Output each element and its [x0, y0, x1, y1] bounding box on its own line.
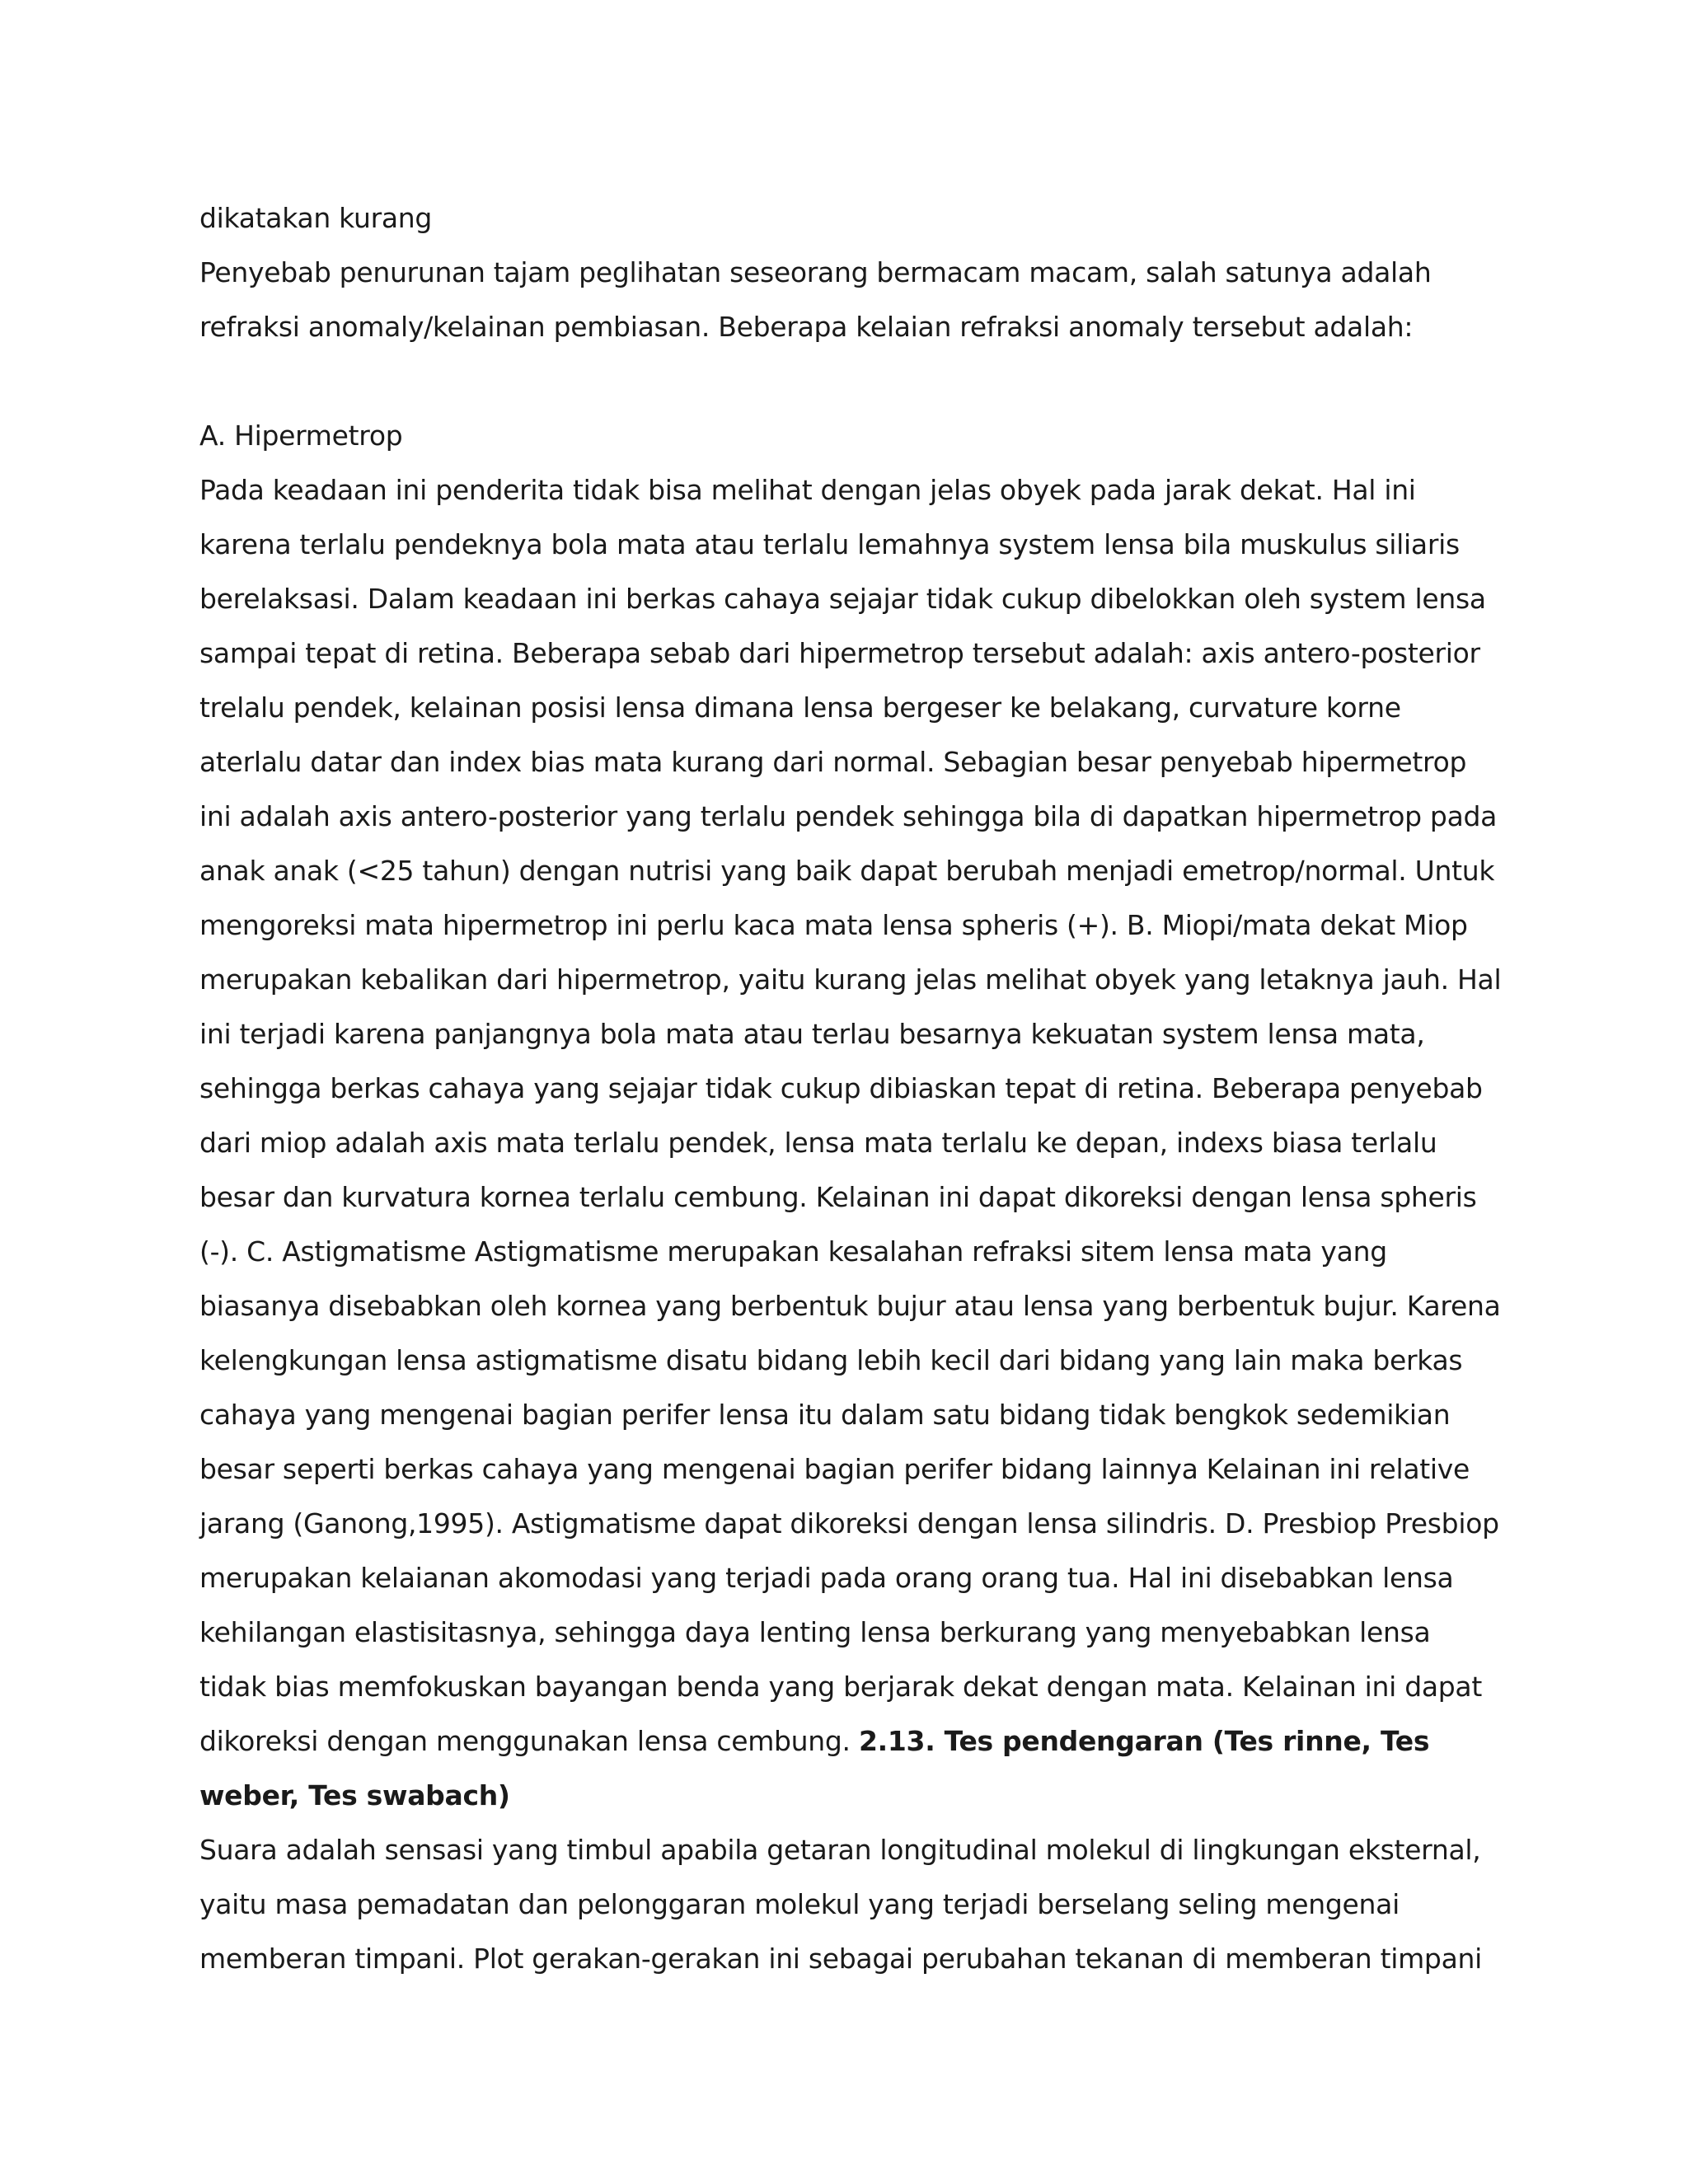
heading-hearing-test: 2.13. Tes pendengaran (Tes rinne, Tes weber, Tes swabach)	[199, 1725, 1430, 1811]
document-body	[199, 191, 1502, 1986]
paragraph-refraction-anomalies	[199, 463, 1502, 1823]
paragraph-main-text: Pada keadaan ini penderita tidak bisa melihat dengan jelas obyek pada jarak dekat. Hal ini karena terlalu pendeknya bola mata atau terlalu lemahnya system lensa bila muskulus siliaris berelaksasi. Dalam keadaan ini berkas cahaya sejajar tidak cukup dibelokkan oleh system lensa sampai tepat di retina. Beberapa sebab dari hipermetrop tersebut adalah: axis antero-posterior trelalu pendek, kelainan posisi lensa dimana lensa bergeser ke belakang, curvature korne aterlalu datar dan index bias mata kurang dari normal. Sebagian besar penyebab hipermetrop ini adalah axis antero-posterior yang terlalu pendek sehingga bila di dapatkan hipermetrop pada anak anak (<25 tahun) dengan nutrisi yang baik dapat berubah menjadi emetrop/normal. Untuk mengoreksi mata hipermetrop ini perlu kaca mata lensa spheris (+). B. Miopi/mata dekat Miop merupakan kebalikan dari hipermetrop, yaitu kurang jelas melihat obyek yang letaknya jauh. Hal ini terjadi karena panjangnya bola mata atau terlau besarnya kekuatan system lensa mata, sehingga berkas cahaya yang sejajar tidak cukup dibiaskan tepat di retina. Beberapa penyebab dari miop adalah axis mata terlalu pendek, lensa mata terlalu ke depan, indexs biasa terlalu besar dan kurvatura kornea terlalu cembung. Kelainan ini dapat dikoreksi dengan lensa spheris (-). C. Astigmatisme Astigmatisme merupakan kesalahan refraksi sitem lensa mata yang biasanya disebabkan oleh kornea yang berbentuk bujur atau lensa yang berbentuk bujur. Karena kelengkungan lensa astigmatisme disatu bidang lebih kecil dari bidang yang lain maka berkas cahaya yang mengenai bagian perifer lensa itu dalam satu bidang tidak bengkok sedemikian besar seperti berkas cahaya yang mengenai bagian perifer bidang lainnya Kelainan ini relative jarang (Ganong,1995). Astigmatisme dapat dikoreksi dengan lensa silindris. D. Presbiop Presbiop merupakan kelaianan akomodasi yang terjadi pada orang orang tua. Hal ini disebabkan lensa kehilangan elastisitasnya, sehingga daya lenting lensa berkurang yang menyebabkan lensa tidak bias memfokuskan bayangan benda yang berjarak dekat dengan mata. Kelainan ini dapat dikoreksi dengan menggunakan lensa cembung.	[199, 474, 1502, 1757]
paragraph-refraction-cause: Penyebab penurunan tajam peglihatan seseorang bermacam macam, salah satunya adalah refraksi anomaly/kelainan pembiasan. Beberapa kelaian refraksi anomaly tersebut adalah:	[199, 256, 1432, 343]
paragraph-intro-line: dikatakan kurang	[199, 202, 433, 234]
paragraph-sound-definition: Suara adalah sensasi yang timbul apabila getaran longitudinal molekul di lingkungan eksternal, yaitu masa pemadatan dan pelonggaran molekul yang terjadi berselang seling mengenai memberan timpani. Plot gerakan-gerakan ini sebagai perubahan tekanan di memberan timpani	[199, 1834, 1482, 1975]
blank-line-spacer	[199, 354, 1502, 409]
heading-hipermetrop: A. Hipermetrop	[199, 419, 403, 452]
